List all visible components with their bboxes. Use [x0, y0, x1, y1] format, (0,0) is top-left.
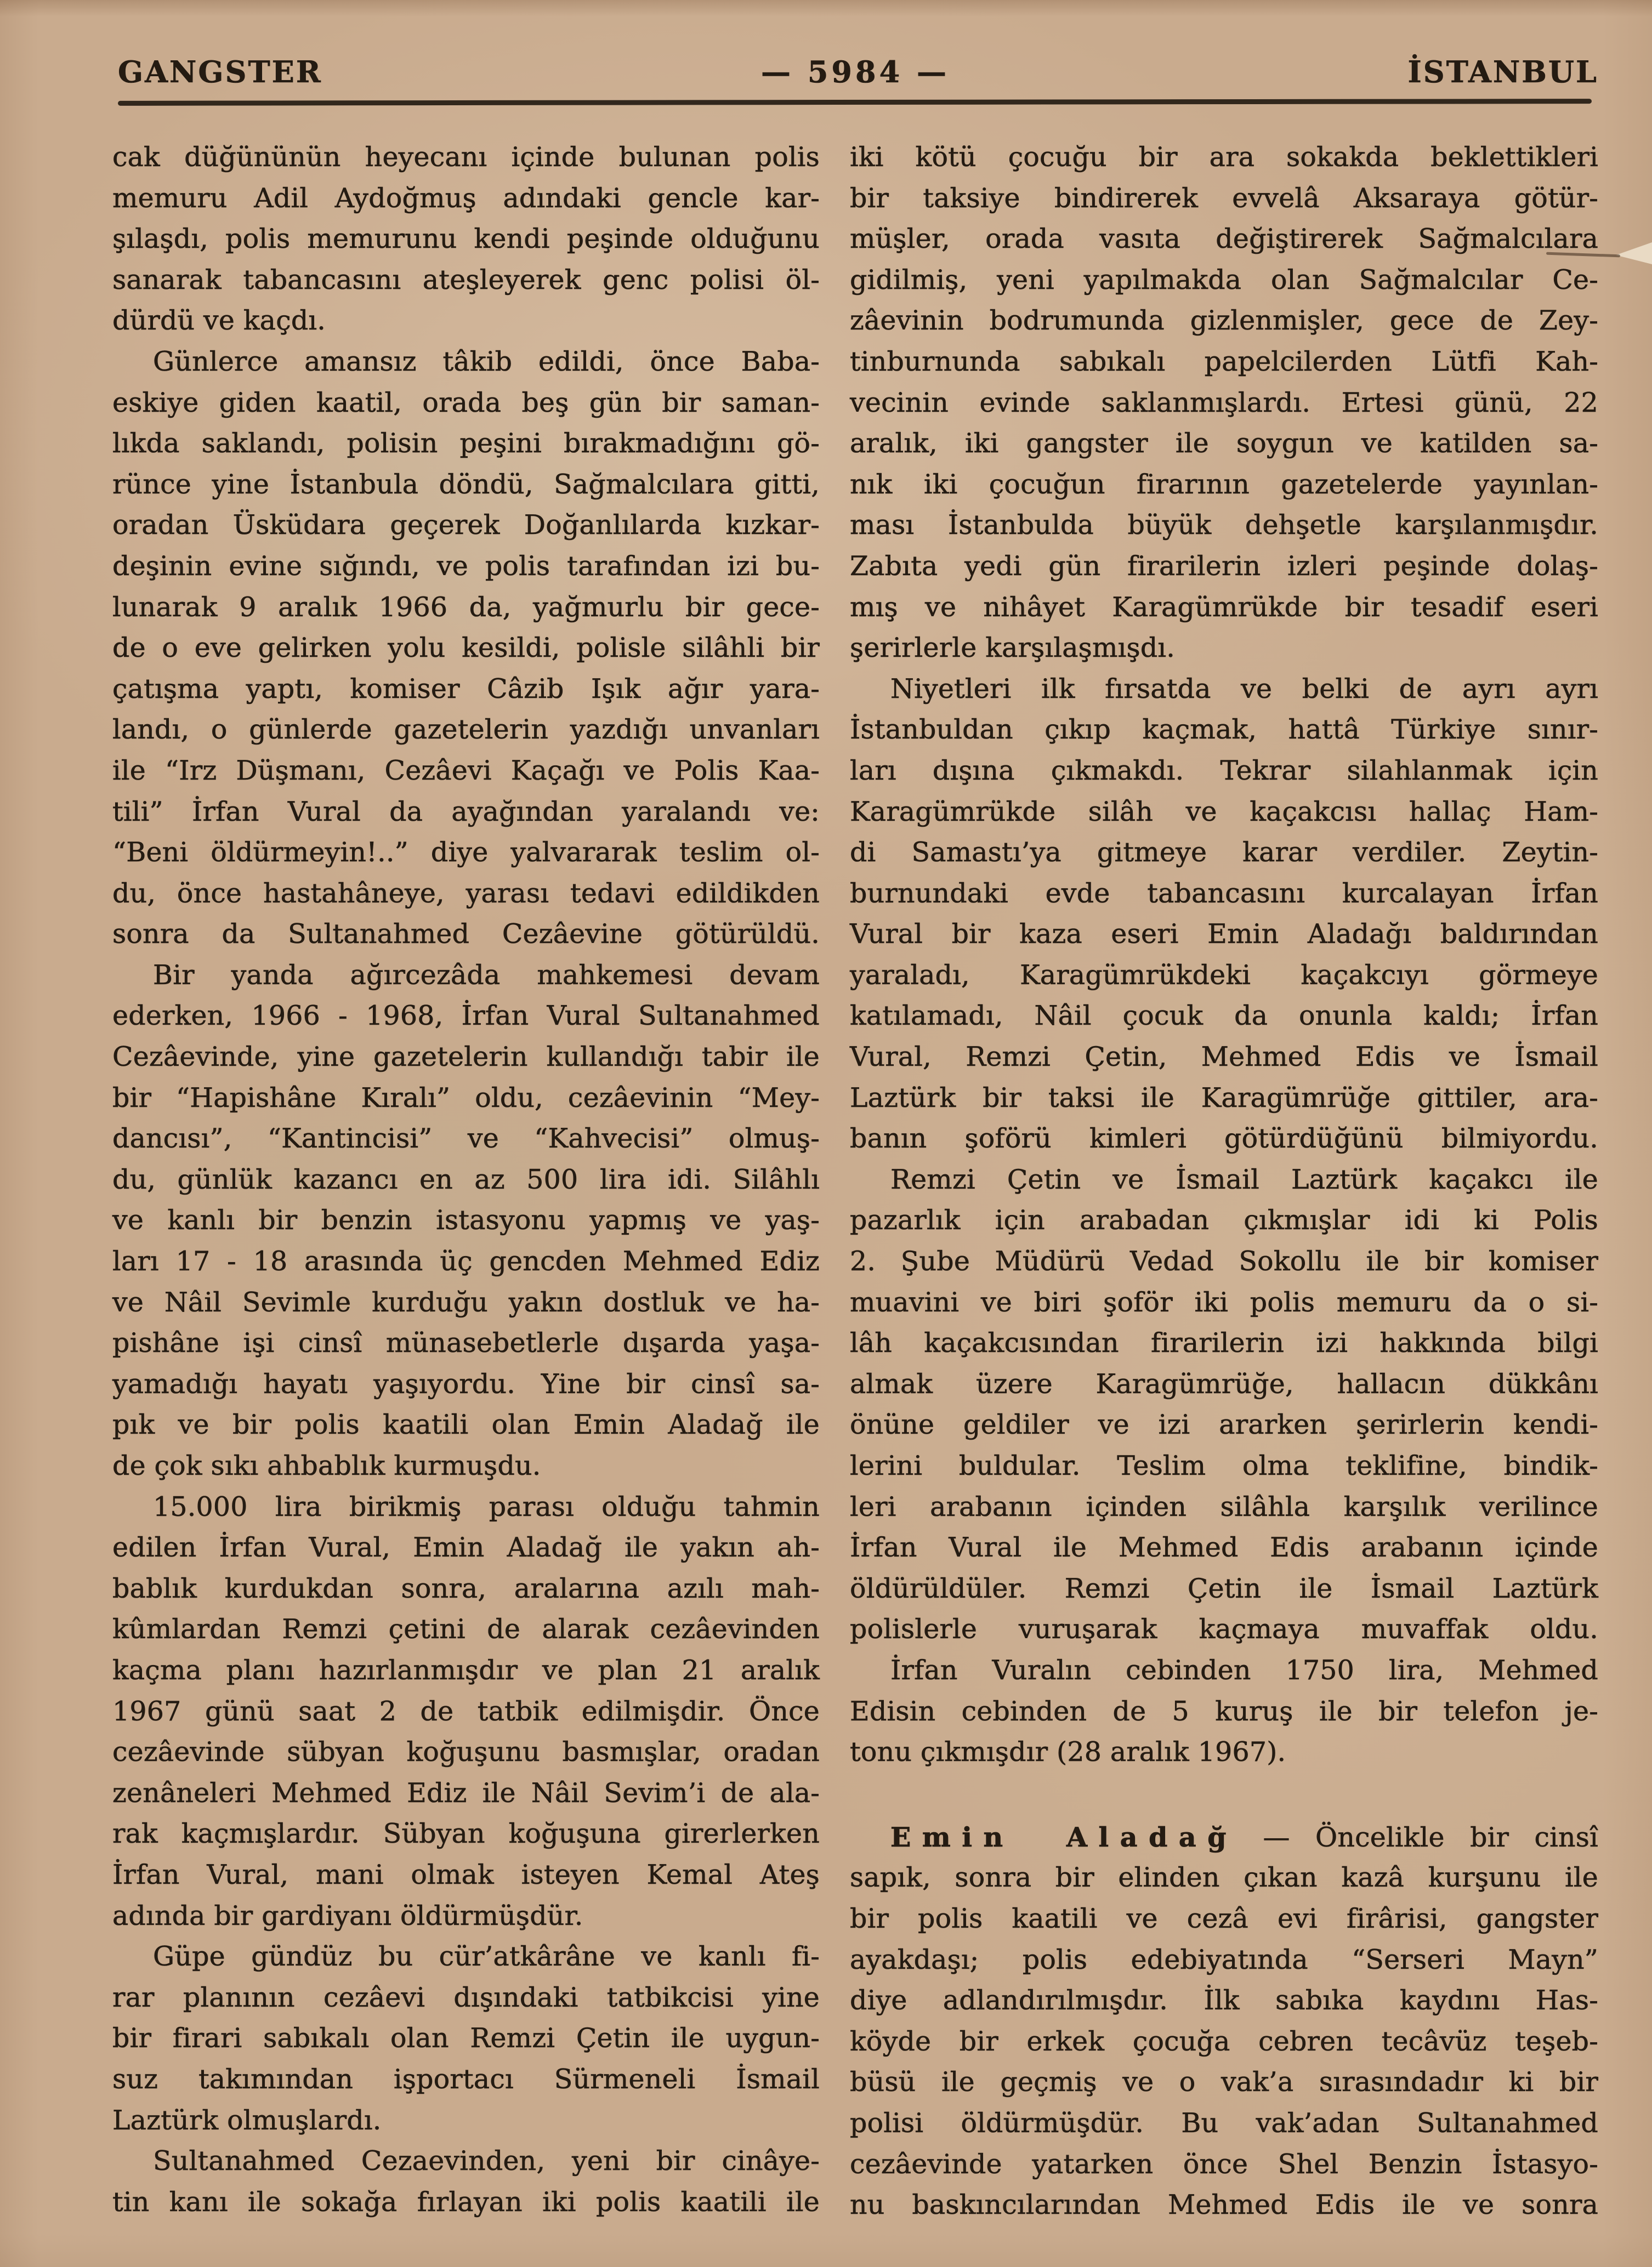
text-line: tili” İrfan Vural da ayağından yaralandı ve: — [112, 796, 820, 827]
text-line: tin kanı ile sokağa fırlayan iki polis kaatili ile — [112, 2186, 820, 2218]
text-line: du, önce hastahâneye, yarası tedavi edildikden — [112, 877, 820, 909]
text-line: zâevinin bodrumunda gizlenmişler, gece de Zey- — [850, 305, 1598, 337]
text-line: ederken, 1966 - 1968, İrfan Vural Sultanahmed — [112, 1000, 820, 1032]
text-columns — [112, 137, 1598, 2226]
text-line: büsü ile geçmiş ve o vak’a sırasındadır ki bir — [850, 2066, 1598, 2098]
entry-name: Emin Aladağ — [890, 1821, 1238, 1853]
text-line: kaçma planı hazırlanmışdır ve plan 21 aralık — [112, 1654, 820, 1686]
text-line: Remzi Çetin ve İsmail Laztürk kaçakcı ile — [890, 1163, 1598, 1195]
text-line: bir polis kaatili ve cezâ evi firârisi, gangster — [850, 1902, 1598, 1934]
text-line: oradan Üsküdara geçerek Doğanlılarda kızkar- — [112, 509, 820, 541]
text-line: Vural bir kaza eseri Emin Aladağı baldırından — [850, 918, 1598, 950]
text-line: zenâneleri Mehmed Ediz ile Nâil Sevim’i de ala- — [112, 1777, 820, 1809]
text-line: nık iki çocuğun firarının gazetelerde yayınlan- — [850, 468, 1598, 500]
text-line: sanarak tabancasını ateşleyerek genc polisi öl- — [112, 264, 820, 296]
text-line: katılamadı, Nâil çocuk da onunla kaldı; İrfan — [850, 1000, 1598, 1032]
text-line: ları 17 - 18 arasında üç gencden Mehmed Ediz — [112, 1246, 820, 1277]
text-line: cezâevinde sübyan koğuşunu basmışlar, oradan — [112, 1736, 820, 1768]
text-line: polislerle vuruşarak kaçmaya muvaffak oldu. — [850, 1613, 1598, 1645]
text-line: Cezâevinde, yine gazetelerin kullandığı tabir ile — [112, 1041, 820, 1073]
text-line: şılaşdı, polis memurunu kendi peşinde olduğunu — [112, 223, 820, 255]
text-line: lâh kaçakcısından firarilerin izi hakkında bilgi — [850, 1327, 1598, 1359]
page-header — [112, 56, 1598, 89]
text-line: ayakdaşı; polis edebiyatında “Serseri Mayn” — [850, 1944, 1598, 1975]
text-line: du, günlük kazancı en az 500 lira idi. Silâhlı — [112, 1163, 820, 1195]
text-line: Sultanahmed Cezaevinden, yeni bir cinâye- — [153, 2145, 820, 2177]
text-line: ları dışına çıkmakdı. Tekrar silahlanmak için — [850, 754, 1598, 786]
text-line: iki kötü çocuğu bir ara sokakda beklettikleri — [850, 141, 1598, 173]
text-line: edilen İrfan Vural, Emin Aladağ ile yakın ah- — [112, 1532, 820, 1564]
text-line: lıkda saklandı, polisin peşini bırakmadığını gö- — [112, 428, 820, 459]
text-column-left — [112, 137, 820, 2226]
text-line: 1967 günü saat 2 de tatbik edilmişdir. Önce — [112, 1695, 820, 1727]
text-line: pazarlık için arabadan çıkmışlar idi ki Polis — [850, 1204, 1598, 1236]
text-line: bablık kurdukdan sonra, aralarına azılı mah- — [112, 1572, 820, 1604]
text-line: İrfan Vural, mani olmak isteyen Kemal Ateş — [112, 1859, 820, 1890]
text-line: Laztürk olmuşlardı. — [112, 2104, 382, 2136]
text-line: Vural, Remzi Çetin, Mehmed Edis ve İsmail — [850, 1041, 1598, 1073]
text-line: Bir yanda ağırcezâda mahkemesi devam — [153, 959, 820, 991]
text-line: dancısı”, “Kantincisi” ve “Kahvecisi” olmuş- — [112, 1123, 820, 1155]
text-line: İrfan Vuralın cebinden 1750 lira, Mehmed — [890, 1654, 1598, 1686]
text-line: Günlerce amansız tâkib edildi, önce Baba- — [153, 345, 820, 377]
volume-title: İSTANBUL — [1407, 54, 1598, 89]
text-line: ile “Irz Düşmanı, Cezâevi Kaçağı ve Polis Kaa- — [112, 754, 820, 786]
text-line: cezâevinde yatarken önce Shel Benzin İstasyo- — [850, 2148, 1598, 2180]
text-line: burnundaki evde tabancasını kurcalayan İrfan — [850, 877, 1598, 909]
text-line: lerini buldular. Teslim olma teklifine, bindik- — [850, 1450, 1598, 1481]
text-line: rünce yine İstanbula döndü, Sağmalcılara gitti, — [112, 468, 820, 500]
text-line: deşinin evine sığındı, ve polis tarafından izi bu- — [112, 550, 820, 582]
text-line: di Samastı’ya gitmeye karar verdiler. Zeytin- — [850, 837, 1598, 868]
text-line: polisi öldürmüşdür. Bu vak’adan Sultanahmed — [850, 2107, 1598, 2139]
text-line: pık ve bir polis kaatili olan Emin Aladağ ile — [112, 1409, 820, 1441]
text-line: yamadığı hayatı yaşıyordu. Yine bir cinsî sa- — [112, 1368, 820, 1400]
text-line: sonra da Sultanahmed Cezâevine götürüldü. — [112, 918, 820, 950]
text-line: şerirlerle karşılaşmışdı. — [850, 632, 1176, 664]
text-line: 15.000 lira birikmiş parası olduğu tahmin — [153, 1491, 820, 1522]
text-line: almak üzere Karagümrüğe, hallacın dükkânı — [850, 1368, 1598, 1400]
text-line: nu baskıncılarından Mehmed Edis ile ve sonra — [850, 2189, 1598, 2221]
page-number: — 5984 — — [761, 54, 950, 89]
text-line: müşler, orada vasıta değiştirerek Sağmalcılara — [850, 223, 1598, 255]
text-line: adında bir gardiyanı öldürmüşdür. — [112, 1900, 583, 1931]
text-line — [850, 1817, 1598, 1858]
text-line: “Beni öldürmeyin!..” diye yalvararak teslim ol- — [112, 837, 820, 868]
header-rule — [118, 99, 1592, 106]
text-line: aralık, iki gangster ile soygun ve katilden sa- — [850, 428, 1598, 459]
text-line: mış ve nihâyet Karagümrükde bir tesadif eseri — [850, 591, 1598, 623]
text-line: memuru Adil Aydoğmuş adındaki gencle kar- — [112, 182, 820, 214]
text-line: eskiye giden kaatil, orada beş gün bir saman- — [112, 387, 820, 418]
text-line: cak düğününün heyecanı içinde bulunan polis — [112, 141, 820, 173]
work-title: GANGSTER — [118, 54, 322, 89]
text-run: — Öncelikle bir cinsî — [1237, 1821, 1598, 1853]
text-line: bir “Hapishâne Kıralı” oldu, cezâevinin “Mey- — [112, 1082, 820, 1113]
text-line: sapık, sonra bir elinden çıkan kazâ kurşunu ile — [850, 1862, 1598, 1894]
text-line: yaraladı, Karagümrükdeki kaçakcıyı görmeye — [850, 959, 1598, 991]
paper-tear — [1616, 242, 1652, 264]
text-line: Zabıta yedi gün firarilerin izleri peşinde dolaş- — [850, 550, 1598, 582]
text-line: banın şoförü kimleri götürdüğünü bilmiyordu. — [850, 1123, 1598, 1155]
text-line: vecinin evinde saklanmışlardı. Ertesi günü, 22 — [850, 387, 1598, 418]
text-line: lunarak 9 aralık 1966 da, yağmurlu bir gece- — [112, 591, 820, 623]
text-line: bir firari sabıkalı olan Remzi Çetin ile uygun- — [112, 2022, 820, 2054]
text-line: öldürüldüler. Remzi Çetin ile İsmail Laztürk — [850, 1572, 1598, 1604]
text-line: bir taksiye bindirerek evvelâ Aksaraya götür- — [850, 182, 1598, 214]
text-line: köyde bir erkek çocuğa cebren tecâvüz teşeb- — [850, 2025, 1598, 2057]
text-line: İrfan Vural ile Mehmed Edis arabanın içinde — [850, 1532, 1598, 1564]
text-line: pishâne işi cinsî münasebetlerle dışarda yaşa- — [112, 1327, 820, 1359]
text-line: kûmlardan Remzi çetini de alarak cezâevinden — [112, 1613, 820, 1645]
text-line: muavini ve biri şoför iki polis memuru da o si- — [850, 1286, 1598, 1318]
text-line: ması İstanbulda büyük dehşetle karşılanmışdır. — [850, 509, 1598, 541]
text-line: leri arabanın içinden silâhla karşılık verilince — [850, 1491, 1598, 1522]
text-line: tonu çıkmışdır (28 aralık 1967). — [850, 1736, 1286, 1768]
text-line: gidilmiş, yeni yapılmakda olan Sağmalcılar Ce- — [850, 264, 1598, 296]
text-line: rar planının cezâevi dışındaki tatbikcisi yine — [112, 1981, 820, 2013]
text-line: Niyetleri ilk fırsatda ve belki de ayrı ayrı — [890, 673, 1598, 704]
text-line: ve Nâil Sevimle kurduğu yakın dostluk ve ha- — [112, 1286, 820, 1318]
text-line: Güpe gündüz bu cür’atkârâne ve kanlı fi- — [153, 1941, 820, 1973]
text-line: de çok sıkı ahbablık kurmuşdu. — [112, 1450, 541, 1481]
text-line: Karagümrükde silâh ve kaçakcısı hallaç Ham- — [850, 796, 1598, 827]
text-line: İstanbuldan çıkıp kaçmak, hattâ Türkiye sınır- — [850, 714, 1598, 746]
text-line: diye adlandırılmışdır. İlk sabıka kaydını Has- — [850, 1985, 1598, 2016]
text-line: suz takımından işportacı Sürmeneli İsmail — [112, 2063, 820, 2095]
text-line: landı, o günlerde gazetelerin yazdığı unvanları — [112, 714, 820, 746]
text-line: önüne geldiler ve izi ararken şerirlerin kendi- — [850, 1409, 1598, 1441]
text-line: rak kaçmışlardır. Sübyan koğuşuna girerlerken — [112, 1818, 820, 1850]
text-line: tinburnunda sabıkalı papelcilerden Lütfi Kah- — [850, 345, 1598, 377]
text-line: çatışma yaptı, komiser Câzib Işık ağır yara- — [112, 673, 820, 704]
text-line: dürdü ve kaçdı. — [112, 305, 326, 337]
text-line: Laztürk bir taksi ile Karagümrüğe gittiler, ara- — [850, 1082, 1598, 1113]
text-column-right — [850, 137, 1598, 2226]
text-line: Edisin cebinden de 5 kuruş ile bir telefon je- — [850, 1695, 1598, 1727]
text-line: de o eve gelirken yolu kesildi, polisle silâhli bir — [112, 632, 820, 664]
text-line: ve kanlı bir benzin istasyonu yapmış ve yaş- — [112, 1204, 820, 1236]
text-line: 2. Şube Müdürü Vedad Sokollu ile bir komiser — [850, 1246, 1598, 1277]
